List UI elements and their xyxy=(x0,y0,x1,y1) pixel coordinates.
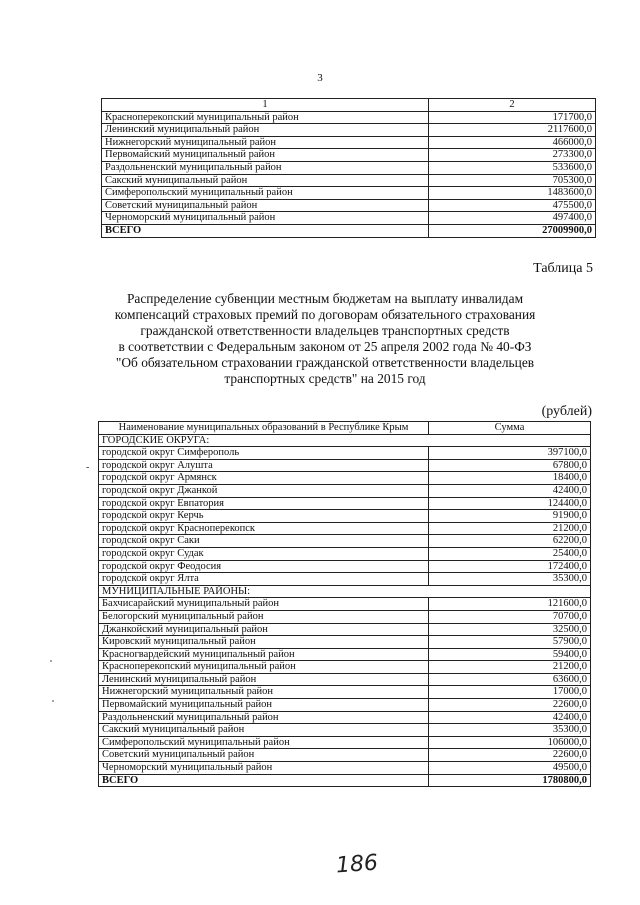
table-row xyxy=(99,560,591,573)
amount: 497400,0 xyxy=(429,212,596,225)
municipality-name: Бахчисарайский муниципальный район xyxy=(99,598,429,611)
table-row xyxy=(99,497,591,510)
district-name: Советский муниципальный район xyxy=(102,199,429,212)
amount: 91900,0 xyxy=(429,510,591,523)
amount: 18400,0 xyxy=(429,472,591,485)
title-line: транспортных средств" на 2015 год xyxy=(224,371,426,386)
municipality-name: Нижнегорский муниципальный район xyxy=(99,686,429,699)
amount: 42400,0 xyxy=(429,484,591,497)
amount: 21200,0 xyxy=(429,661,591,674)
title-line: в соответствии с Федеральным законом от 25 апреля 2002 года № 40-ФЗ xyxy=(118,339,532,354)
municipality-name: Кировский муниципальный район xyxy=(99,636,429,649)
district-name: Сакский муниципальный район xyxy=(102,174,429,187)
table-row xyxy=(99,762,591,775)
table-row xyxy=(99,459,591,472)
district-name: Красноперекопский муниципальный район xyxy=(102,111,429,124)
total-label: ВСЕГО xyxy=(102,224,429,237)
column-header: Сумма xyxy=(429,422,591,435)
municipality-name: городской округ Джанкой xyxy=(99,484,429,497)
amount: 22600,0 xyxy=(429,699,591,712)
amount: 475500,0 xyxy=(429,199,596,212)
scan-speck xyxy=(52,700,54,702)
table-row xyxy=(102,149,596,162)
header-row xyxy=(102,99,596,112)
table-row xyxy=(102,199,596,212)
municipality-name: городской округ Керчь xyxy=(99,510,429,523)
total-row xyxy=(99,774,591,787)
table-row xyxy=(99,484,591,497)
table-row xyxy=(99,711,591,724)
table-row xyxy=(99,535,591,548)
amount: 57900,0 xyxy=(429,636,591,649)
margin-mark: - xyxy=(86,462,90,473)
table-label: Таблица 5 xyxy=(533,261,593,276)
amount: 2117600,0 xyxy=(429,124,596,137)
municipality-name: Сакский муниципальный район xyxy=(99,724,429,737)
total-amount: 27009900,0 xyxy=(429,224,596,237)
municipality-name: городской округ Судак xyxy=(99,547,429,560)
amount: 106000,0 xyxy=(429,736,591,749)
amount: 273300,0 xyxy=(429,149,596,162)
amount: 67800,0 xyxy=(429,459,591,472)
amount: 42400,0 xyxy=(429,711,591,724)
section-row xyxy=(99,434,591,447)
table-row xyxy=(99,749,591,762)
table-row xyxy=(99,636,591,649)
title-line: Распределение субвенции местным бюджетам на выплату инвалидам xyxy=(126,291,524,306)
column-header: Наименование муниципальных образований в Республике Крым xyxy=(99,422,429,435)
municipality-name: городской округ Симферополь xyxy=(99,447,429,460)
table-distribution xyxy=(98,421,591,787)
amount: 705300,0 xyxy=(429,174,596,187)
handwritten-page-number: 186 xyxy=(335,850,379,879)
table-row xyxy=(102,136,596,149)
amount: 35300,0 xyxy=(429,573,591,586)
table-row xyxy=(99,648,591,661)
table-row xyxy=(99,736,591,749)
table-row xyxy=(99,673,591,686)
municipality-name: Джанкойский муниципальный район xyxy=(99,623,429,636)
municipality-name: Симферопольский муниципальный район xyxy=(99,736,429,749)
amount: 124400,0 xyxy=(429,497,591,510)
amount: 35300,0 xyxy=(429,724,591,737)
amount: 172400,0 xyxy=(429,560,591,573)
column-header: 1 xyxy=(102,99,429,112)
amount: 397100,0 xyxy=(429,447,591,460)
amount: 22600,0 xyxy=(429,749,591,762)
title-line: компенсаций страховых премий по договорам обязательного страхования xyxy=(114,307,536,322)
header-row xyxy=(99,422,591,435)
municipality-name: Первомайский муниципальный район xyxy=(99,699,429,712)
amount: 70700,0 xyxy=(429,610,591,623)
amount: 49500,0 xyxy=(429,762,591,775)
district-name: Симферопольский муниципальный район xyxy=(102,187,429,200)
table-row xyxy=(99,510,591,523)
scan-speck xyxy=(50,660,52,662)
unit-label: (рублей) xyxy=(541,404,592,419)
amount: 63600,0 xyxy=(429,673,591,686)
municipality-name: Черноморский муниципальный район xyxy=(99,762,429,775)
table-continuation xyxy=(101,98,596,238)
amount: 62200,0 xyxy=(429,535,591,548)
table-row xyxy=(99,547,591,560)
municipality-name: Ленинский муниципальный район xyxy=(99,673,429,686)
district-name: Первомайский муниципальный район xyxy=(102,149,429,162)
table-row xyxy=(102,161,596,174)
amount: 466000,0 xyxy=(429,136,596,149)
table-row xyxy=(99,573,591,586)
table-row xyxy=(102,187,596,200)
municipality-name: городской округ Армянск xyxy=(99,472,429,485)
total-label: ВСЕГО xyxy=(99,774,429,787)
district-name: Нижнегорский муниципальный район xyxy=(102,136,429,149)
amount: 25400,0 xyxy=(429,547,591,560)
municipality-name: Белогорский муниципальный район xyxy=(99,610,429,623)
municipality-name: Красногвардейский муниципальный район xyxy=(99,648,429,661)
table-row xyxy=(99,522,591,535)
municipality-name: городской округ Евпатория xyxy=(99,497,429,510)
table-row xyxy=(99,724,591,737)
amount: 171700,0 xyxy=(429,111,596,124)
district-name: Черноморский муниципальный район xyxy=(102,212,429,225)
table-row xyxy=(102,111,596,124)
amount: 59400,0 xyxy=(429,648,591,661)
amount: 17000,0 xyxy=(429,686,591,699)
amount: 21200,0 xyxy=(429,522,591,535)
column-header: 2 xyxy=(429,99,596,112)
section-heading: ГОРОДСКИЕ ОКРУГА: xyxy=(99,434,591,447)
municipality-name: городской округ Алушта xyxy=(99,459,429,472)
table-row xyxy=(99,610,591,623)
municipality-name: городской округ Ялта xyxy=(99,573,429,586)
municipality-name: Красноперекопский муниципальный район xyxy=(99,661,429,674)
table-row xyxy=(102,212,596,225)
table-row xyxy=(99,699,591,712)
title-line: гражданской ответственности владельцев транспортных средств xyxy=(140,323,510,338)
section-row xyxy=(99,585,591,598)
municipality-name: городской округ Феодосия xyxy=(99,560,429,573)
table-row xyxy=(99,598,591,611)
total-row xyxy=(102,224,596,237)
table-row xyxy=(99,472,591,485)
amount: 1483600,0 xyxy=(429,187,596,200)
municipality-name: Советский муниципальный район xyxy=(99,749,429,762)
table-row xyxy=(99,686,591,699)
district-name: Ленинский муниципальный район xyxy=(102,124,429,137)
district-name: Раздольненский муниципальный район xyxy=(102,161,429,174)
table-row xyxy=(102,124,596,137)
municipality-name: городской округ Саки xyxy=(99,535,429,548)
table-row xyxy=(102,174,596,187)
municipality-name: городской округ Красноперекопск xyxy=(99,522,429,535)
table-row xyxy=(99,623,591,636)
page-number: 3 xyxy=(317,72,323,84)
table-row xyxy=(99,447,591,460)
table-row xyxy=(99,661,591,674)
total-amount: 1780800,0 xyxy=(429,774,591,787)
title-line: "Об обязательном страховании гражданской ответственности владельцев xyxy=(115,355,535,370)
amount: 121600,0 xyxy=(429,598,591,611)
municipality-name: Раздольненский муниципальный район xyxy=(99,711,429,724)
section-heading: МУНИЦИПАЛЬНЫЕ РАЙОНЫ: xyxy=(99,585,591,598)
amount: 32500,0 xyxy=(429,623,591,636)
amount: 533600,0 xyxy=(429,161,596,174)
table-title xyxy=(90,291,560,387)
